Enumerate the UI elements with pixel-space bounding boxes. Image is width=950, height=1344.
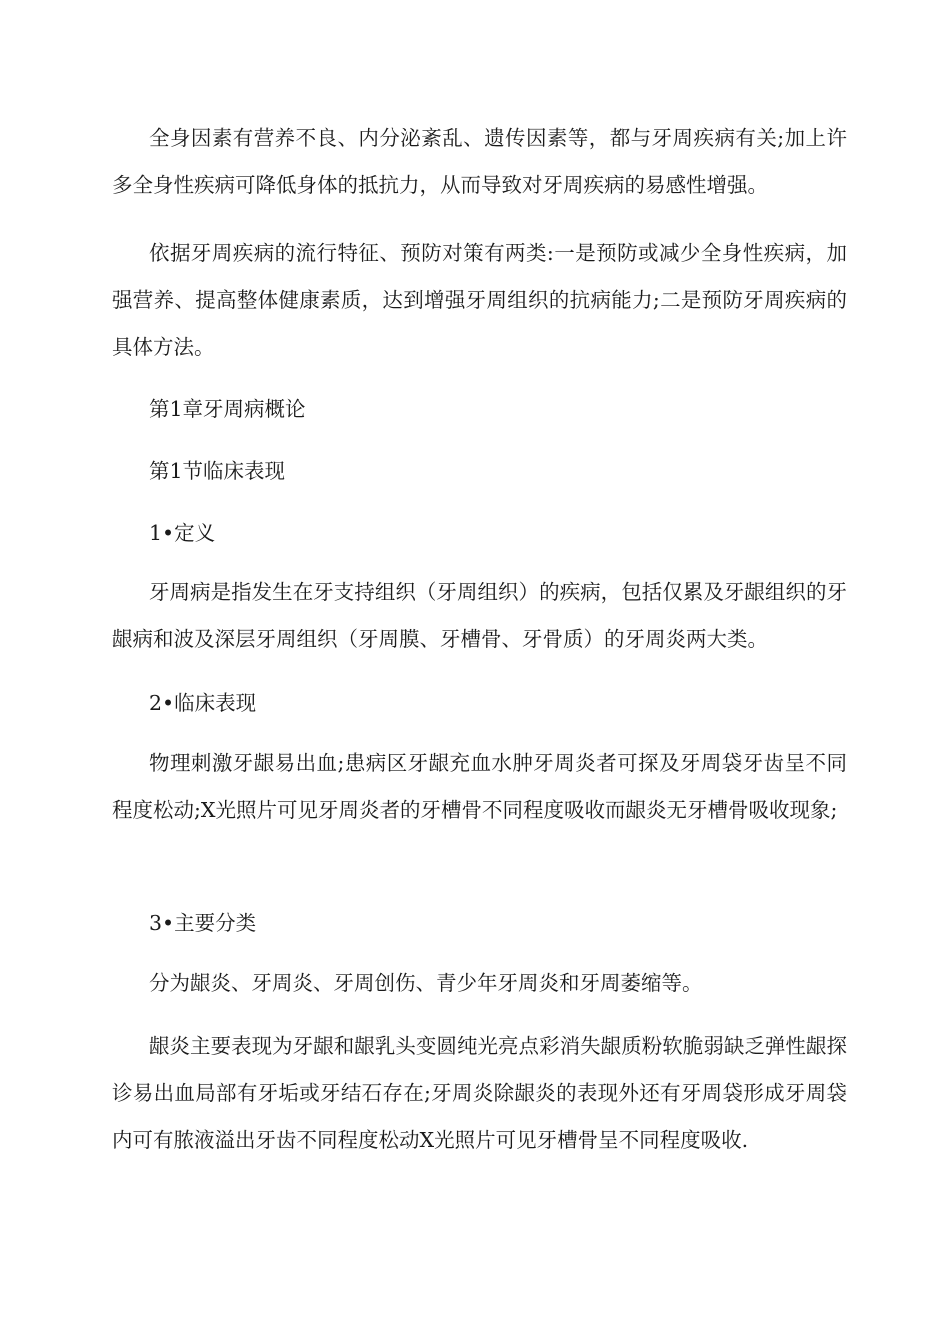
paragraph-systemic-factors: 全身因素有营养不良、内分泌紊乱、遗传因素等，都与牙周疾病有关;加上许多全身性疾病可降低身体的抵抗力，从而导致对牙周疾病的易感性增强。 [112,126,847,197]
heading-clinical-manifestation: 2•临床表现 [149,691,257,715]
heading-main-classification: 3•主要分类 [149,911,257,935]
paragraph-classification: 分为龈炎、牙周炎、牙周创伤、青少年牙周炎和牙周萎缩等。 [149,971,703,995]
paragraph-gingivitis-periodontitis: 龈炎主要表现为牙龈和龈乳头变圆纯光亮点彩消失龈质粉软脆弱缺乏弹性龈探诊易出血局部有牙垢或牙结石存在;牙周炎除龈炎的表现外还有牙周袋形成牙周袋内可有脓液溢出牙齿不同程度松动X光照片可见牙槽骨呈不同程度吸收. [112,1034,847,1152]
heading-definition: 1•定义 [149,521,216,545]
chapter-title: 第1章牙周病概论 [149,397,306,421]
paragraph-definition: 牙周病是指发生在牙支持组织（牙周组织）的疾病，包括仅累及牙龈组织的牙龈病和波及深层牙周组织（牙周膜、牙槽骨、牙骨质）的牙周炎两大类。 [112,580,847,651]
paragraph-clinical-manifestation: 物理刺激牙龈易出血;患病区牙龈充血水肿牙周炎者可探及牙周袋牙齿呈不同程度松动;X光照片可见牙周炎者的牙槽骨不同程度吸收而龈炎无牙槽骨吸收现象; [112,751,847,822]
paragraph-prevention-strategies: 依据牙周疾病的流行特征、预防对策有两类:一是预防或减少全身性疾病，加强营养、提高整体健康素质，达到增强牙周组织的抗病能力;二是预防牙周疾病的具体方法。 [112,241,847,359]
section-title: 第1节临床表现 [149,459,286,483]
